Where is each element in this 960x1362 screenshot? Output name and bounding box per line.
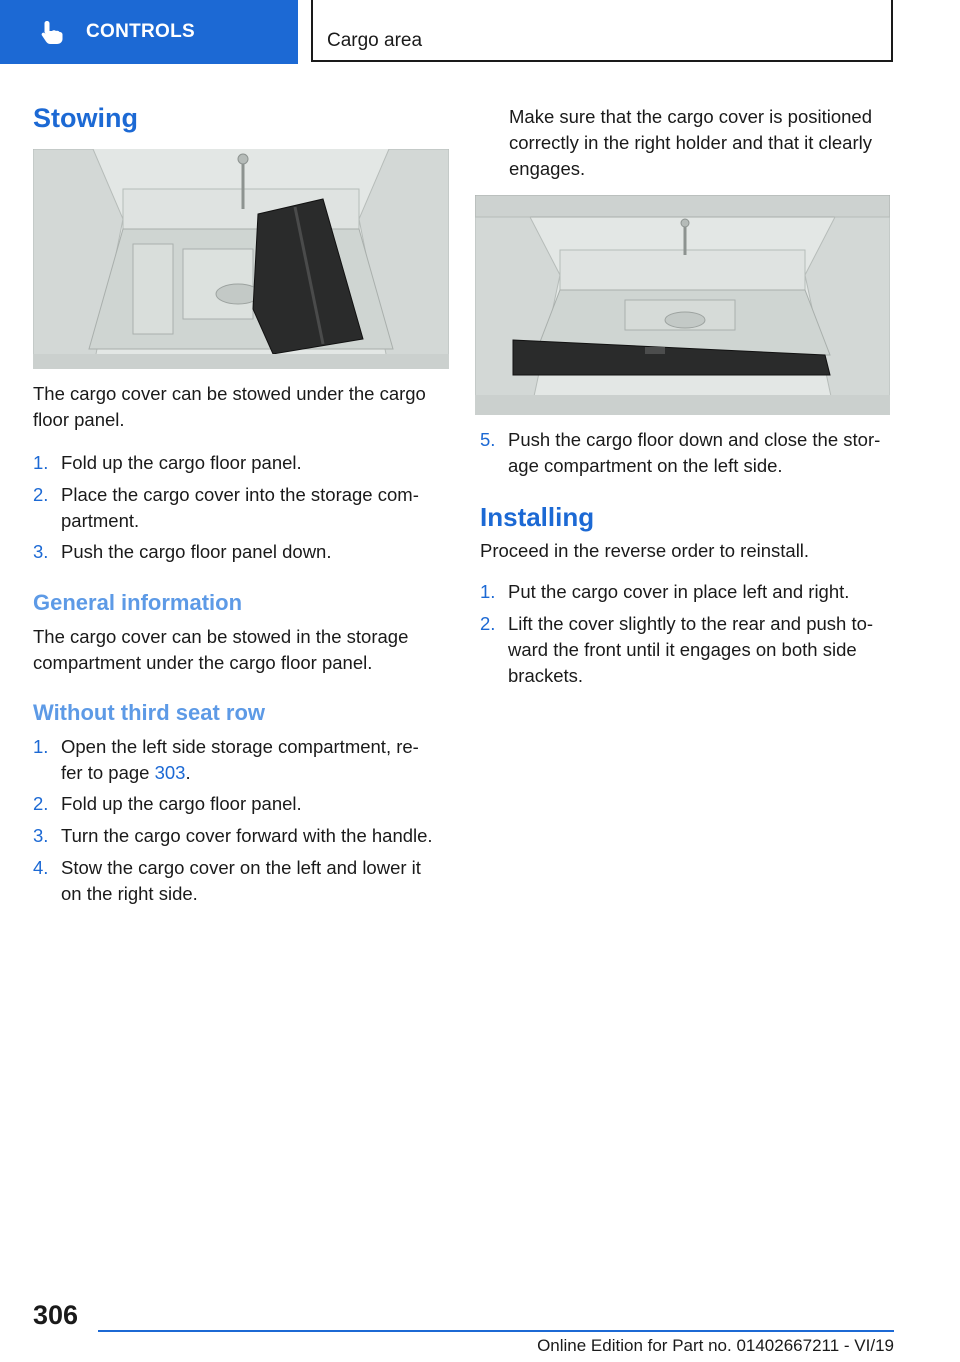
list-item (480, 427, 900, 479)
footer-divider (98, 1330, 894, 1332)
step-text: ward the front until it engages on both side (508, 639, 857, 660)
chapter-label: CONTROLS (86, 21, 196, 42)
list-item (33, 482, 449, 534)
step-text-line (61, 760, 191, 786)
step-number: 3. (33, 825, 49, 846)
step-text: partment. (61, 510, 140, 531)
page-link-303[interactable]: 303 (154, 762, 186, 783)
without-third-seat-row-heading: Without third seat row (33, 700, 266, 725)
step-text: Put the cargo cover in place left and right. (508, 581, 850, 602)
cargo-cover-illustration (475, 195, 890, 415)
list-item (33, 855, 449, 907)
general-text-line: The cargo cover can be stowed in the storage (33, 626, 409, 647)
step-text: Lift the cover slightly to the rear and push to- (508, 613, 874, 634)
step-number: 1. (480, 581, 496, 602)
step-text: fer to page (61, 762, 155, 783)
edition-text: Online Edition for Part no. 01402667211 - VI/19 (537, 1336, 894, 1355)
stowing-intro: The cargo cover can be stowed under the cargo floor panel. (33, 383, 426, 430)
step-text: Open the left side storage compartment, re- (61, 736, 419, 757)
page-number: 306 (33, 1300, 79, 1330)
step-number: 3. (33, 541, 49, 562)
step-text: Place the cargo cover into the storage com- (61, 484, 419, 505)
step-text: Push the cargo floor down and close the stor- (508, 429, 881, 450)
installing-heading: Installing (480, 502, 595, 532)
hand-pointer-icon (38, 18, 66, 46)
general-information-heading: General information (33, 590, 243, 615)
step-text: age compartment on the left side. (508, 455, 783, 476)
step-number: 2. (33, 484, 49, 505)
step-text-suffix: . (185, 762, 191, 783)
list-item (480, 611, 896, 689)
step-text: Fold up the cargo floor panel. (61, 793, 302, 814)
section-header (311, 0, 893, 62)
step-text: Turn the cargo cover forward with the handle. (61, 825, 433, 846)
continued-text-line: Make sure that the cargo cover is positioned (509, 106, 872, 127)
step-number: 2. (33, 793, 49, 814)
step-text: on the right side. (61, 883, 198, 904)
step-text: Push the cargo floor panel down. (61, 541, 332, 562)
step-text: Fold up the cargo floor panel. (61, 452, 302, 473)
section-label: Cargo area (327, 30, 423, 51)
continued-text-line: engages. (509, 158, 586, 179)
step-number: 5. (480, 429, 496, 450)
cargo-area-illustration (33, 149, 449, 369)
step-text: Stow the cargo cover on the left and lower it (61, 857, 421, 878)
step-text: brackets. (508, 665, 584, 686)
stowing-heading: Stowing (33, 103, 138, 133)
figure-cargo-cover-holder (475, 195, 890, 415)
step-number: 4. (33, 857, 49, 878)
step-number: 2. (480, 613, 496, 634)
step-number: 1. (33, 452, 49, 473)
step-number: 1. (33, 736, 49, 757)
chapter-tab[interactable] (0, 0, 298, 64)
figure-cargo-floor-storage (33, 149, 449, 369)
list-item (33, 734, 449, 786)
continued-text-line: correctly in the right holder and that it clearly (509, 132, 872, 153)
installing-intro: Proceed in the reverse order to reinstall. (480, 540, 810, 561)
general-text-line: compartment under the cargo floor panel. (33, 652, 373, 673)
